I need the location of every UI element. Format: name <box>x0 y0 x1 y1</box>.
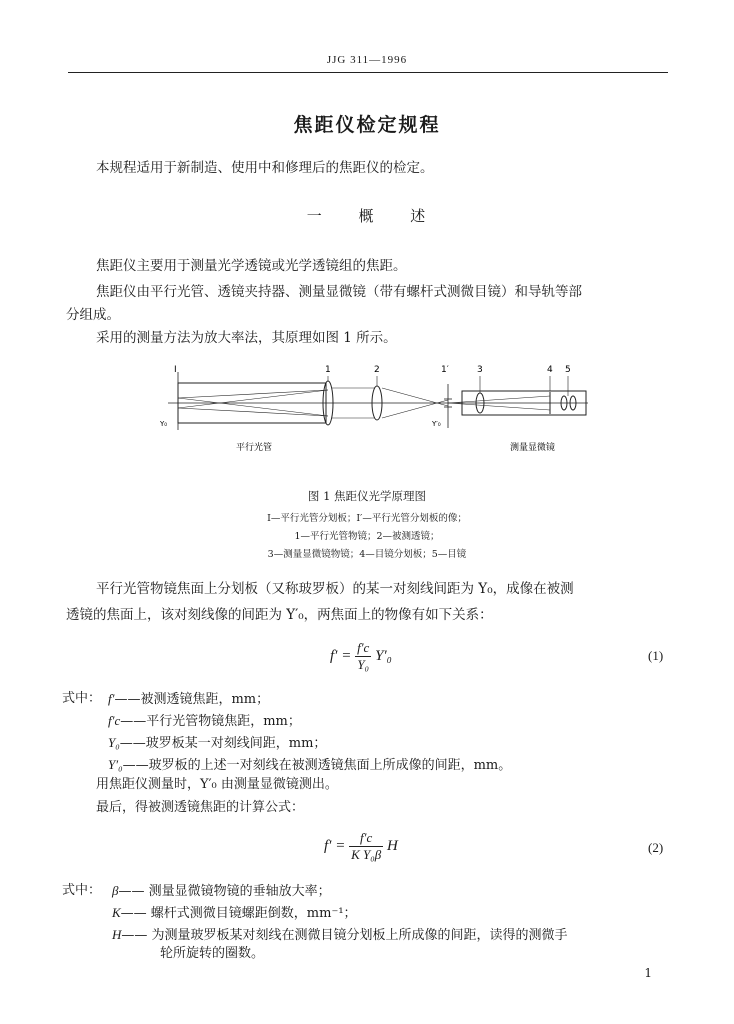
eq1-numerator: f′c <box>357 640 370 655</box>
defs1-item <box>108 710 688 732</box>
label-2: 2 <box>374 365 380 375</box>
defs2-text: —— 螺杆式测微目镜螺距倒数，mm⁻¹； <box>120 906 357 921</box>
equation-2-number: (2) <box>648 840 664 855</box>
overview-p3: 采用的测量方法为放大率法，其原理如图 1 所示。 <box>96 330 397 346</box>
label-1-prime: 1′ <box>441 365 449 375</box>
standard-code: JJG 311—1996 <box>326 54 408 66</box>
eq1-denominator: Y₀ <box>357 657 370 672</box>
page-title: 焦距仪检定规程 <box>293 114 441 136</box>
ray <box>448 396 550 403</box>
figure-caption-2: 1—平行光管物镜；2—被测透镜； <box>294 531 440 542</box>
overview-p2a: 焦距仪由平行光管、透镜夹持器、测量显微镜（带有螺杆式测微目镜）和导轨等部 <box>96 284 582 300</box>
eq1-fraction <box>355 640 371 673</box>
section-number: 一 <box>306 207 324 225</box>
ray <box>178 408 328 416</box>
label-3: 3 <box>477 365 483 375</box>
label-Y0-prime: Y′₀ <box>432 420 441 428</box>
defs1-item <box>108 732 688 754</box>
label-4: 4 <box>547 365 553 375</box>
body-line-1: 平行光管物镜焦面上分划板（又称玻罗板）的某一对刻线间距为 Y₀，成像在被测 <box>96 581 574 597</box>
equation-2 <box>324 830 398 863</box>
defs2-item <box>112 880 682 902</box>
defs2-text: —— 为测量玻罗板某对刻线在测微目镜分划板上所成像的间距，读得的测微手 <box>121 928 568 943</box>
equation-1-number: (1) <box>648 648 664 663</box>
defs1-after-1: 用焦距仪测量时，Y′₀ 由测量显微镜测出。 <box>96 777 338 792</box>
defs2-symbol: β <box>112 883 119 898</box>
defs2-list <box>112 880 682 946</box>
defs2-item <box>112 902 682 924</box>
defs1-list <box>108 688 688 776</box>
defs1-text: ——被测透镜焦距，mm； <box>114 692 270 707</box>
equation-1 <box>330 640 392 673</box>
label-1: 1 <box>325 365 331 375</box>
eq1-lhs: f′ = <box>330 647 352 664</box>
eq2-fraction <box>349 830 383 863</box>
collimator-caption: 平行光管 <box>236 443 273 453</box>
defs1-symbol: Y₀ <box>108 735 120 750</box>
defs1-text: ——玻罗板的上述一对刻线在被测透镜焦面上所成像的间距，mm。 <box>122 758 512 773</box>
ray <box>448 403 550 410</box>
defs1-item <box>108 688 688 710</box>
defs1-text: ——玻罗板某一对刻线间距，mm； <box>119 736 327 751</box>
defs1-lead: 式中： <box>62 691 102 706</box>
defs1-symbol: f′c <box>108 713 121 728</box>
label-5: 5 <box>565 365 571 375</box>
overview-p2b: 分组成。 <box>66 307 120 323</box>
defs2-symbol: H <box>112 927 122 942</box>
defs2-text: —— 测量显微镜物镜的垂轴放大率； <box>118 884 331 899</box>
ray <box>178 390 328 398</box>
figure-caption-3: 3—测量显微镜物镜；4—目镜分划板；5—目镜 <box>267 549 467 560</box>
ray <box>178 398 328 416</box>
optical-diagram <box>160 358 600 458</box>
label-I: I <box>174 365 177 375</box>
overview-p1: 焦距仪主要用于测量光学透镜或光学透镜组的焦距。 <box>96 258 407 274</box>
eq2-rhs: H <box>386 837 398 854</box>
body-line-2: 透镜的焦面上，该对刻线像的间距为 Y′₀，两焦面上的物像有如下关系： <box>66 607 493 623</box>
defs1-symbol: Y′₀ <box>108 757 123 772</box>
figure-title: 图 1 焦距仪光学原理图 <box>307 489 427 503</box>
defs1-item <box>108 754 688 776</box>
defs2-symbol: K <box>112 905 121 920</box>
figure-caption-1: I—平行光管分划板；I′—平行光管分划板的像； <box>267 513 467 524</box>
eq2-denominator: K Y₀β <box>351 847 382 862</box>
header-rule <box>68 72 668 73</box>
microscope-caption: 测量显微镜 <box>510 443 556 453</box>
defs1-text: ——平行光管物镜焦距，mm； <box>120 714 301 729</box>
ray <box>178 390 328 408</box>
defs2-lead: 式中： <box>62 883 102 898</box>
page-number: 1 <box>644 966 652 980</box>
section-heading <box>0 205 734 226</box>
section-title-a: 概 <box>358 207 376 225</box>
intro-paragraph: 本规程适用于新制造、使用中和修理后的焦距仪的检定。 <box>96 160 434 176</box>
defs1-after-2: 最后，得被测透镜焦距的计算公式： <box>96 800 305 815</box>
defs2-continuation: 轮所旋转的圈数。 <box>160 946 265 961</box>
defs1-symbol: f′ <box>108 691 115 706</box>
eq1-rhs: Y′₀ <box>375 647 392 664</box>
section-title-b: 述 <box>410 207 428 225</box>
label-Y0: Y₀ <box>160 420 168 428</box>
eq2-lhs: f′ = <box>324 837 346 854</box>
eq2-numerator: f′c <box>349 830 383 847</box>
